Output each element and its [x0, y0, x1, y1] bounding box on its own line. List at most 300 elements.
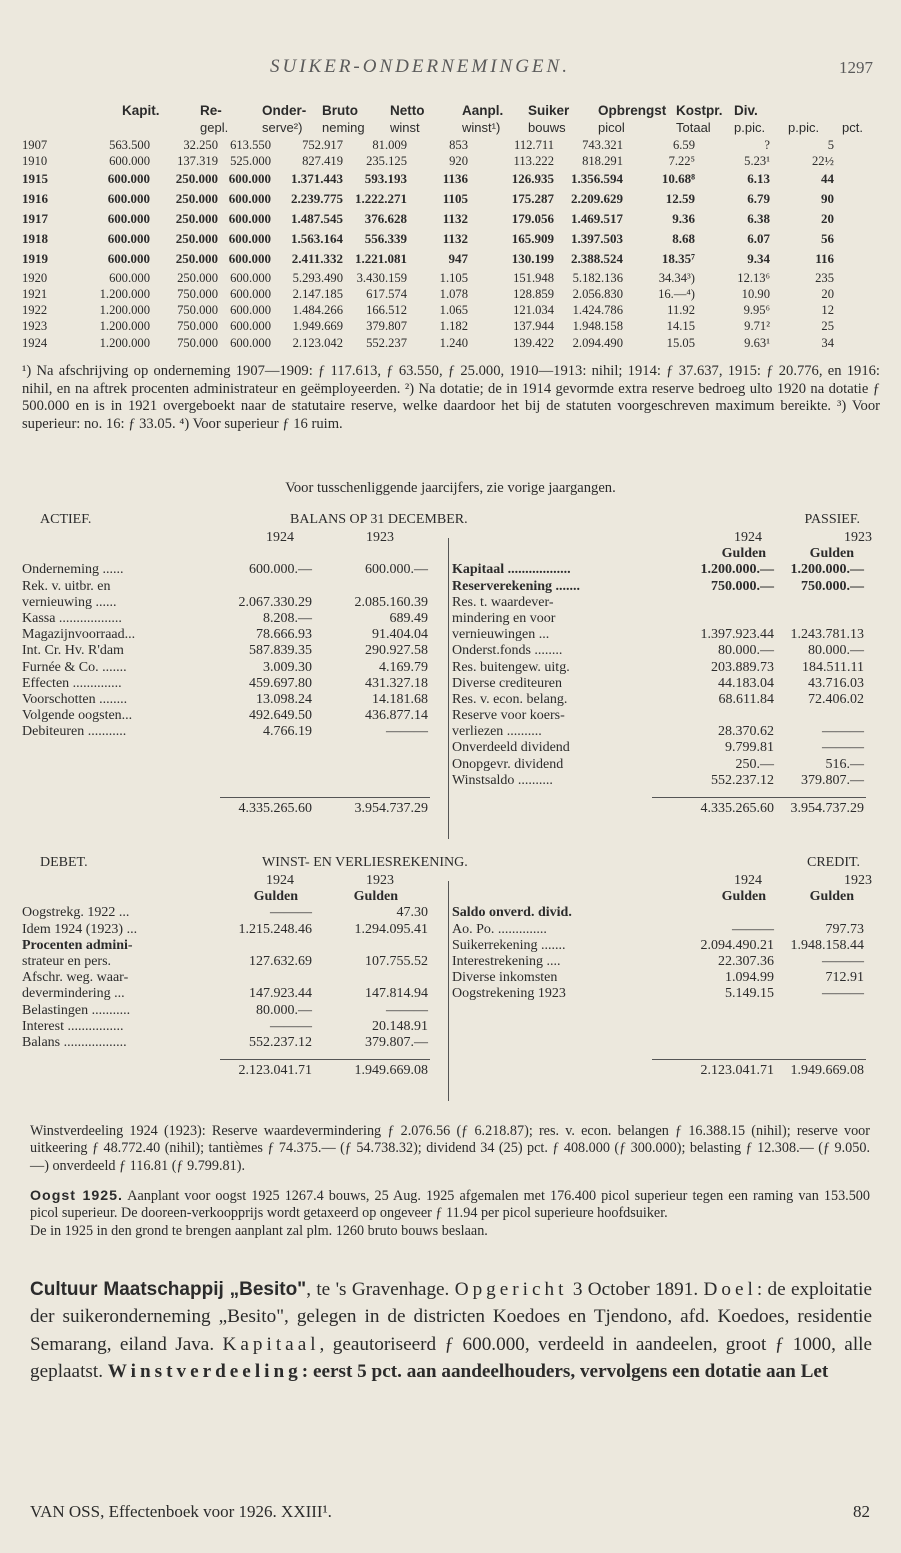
production-header-cell: Netto	[390, 103, 425, 118]
total-rule-right	[652, 797, 866, 798]
right-label: Diverse inkomsten	[452, 970, 558, 986]
left-value-1: 8.208.—	[263, 610, 312, 626]
production-cell-year: 1907	[22, 138, 48, 152]
account-row	[22, 970, 882, 986]
production-cell-onderneming: 600.000	[230, 335, 271, 350]
total-right-2: 1.949.669.08	[790, 1063, 864, 1079]
production-cell-netto: 376.628	[364, 210, 407, 226]
production-cell-kapit: 1.200.000	[99, 286, 150, 301]
production-header-cell: winst¹)	[462, 120, 501, 135]
unit-right-2: Gulden	[809, 889, 854, 905]
production-cell-onderneming: 600.000	[228, 250, 271, 266]
right-value-1: ———	[732, 921, 774, 937]
unit-right-2: Gulden	[809, 546, 854, 562]
harvest-label: Oogst 1925.	[30, 1188, 123, 1204]
right-label: Suikerrekening .......	[452, 937, 566, 953]
production-cell-bruto: 2.239.775	[291, 190, 343, 206]
account-row	[22, 954, 882, 970]
intermediate-note: Voor tusschenliggende jaarcijfers, zie vorige jaargangen.	[285, 480, 616, 496]
right-label: Ao. Po. ..............	[452, 921, 547, 937]
year-left-2: 1923	[366, 873, 394, 888]
production-cell-ppic: 18.35⁷	[661, 250, 695, 266]
account-title-row	[22, 512, 882, 530]
right-label: Res. buitengew. uitg.	[452, 659, 570, 675]
running-header	[0, 56, 901, 84]
production-cell-div: 235	[815, 270, 834, 285]
left-value-1: 80.000.—	[256, 1002, 312, 1018]
left-value-1: 1.215.248.46	[238, 921, 312, 937]
production-cell-aanpl: 1.078	[439, 286, 468, 301]
besito-text-5: : eerst 5 pct. aan aandeelhouders, vervolgens een dotatie aan Let	[301, 1361, 829, 1383]
left-value-2: 431.327.18	[365, 675, 428, 691]
production-cell-div: 5	[827, 138, 834, 152]
production-cell-netto: 81.009	[372, 138, 407, 152]
account-mid-title: WINST- EN VERLIESREKENING.	[262, 855, 468, 870]
production-cell-suiker: 113.222	[513, 154, 554, 169]
production-cell-ppic: 8.68	[672, 230, 695, 246]
production-cell-aanpl: 1132	[442, 210, 468, 226]
production-cell-kostpr: 10.90	[741, 286, 770, 301]
besito-entry	[30, 1276, 872, 1386]
account-mid-title: BALANS OP 31 DECEMBER.	[290, 512, 468, 527]
total-left-2: 3.954.737.29	[354, 801, 428, 817]
balance-sheet	[22, 512, 882, 817]
production-cell-ppic: 16.—⁴)	[658, 286, 695, 301]
production-cell-reserve: 250.000	[175, 210, 218, 226]
production-cell-totaal: 1.424.786	[572, 303, 623, 318]
production-header-cell: Aanpl.	[462, 103, 504, 118]
left-value-2: 4.169.79	[379, 659, 428, 675]
production-cell-bruto: 1.949.669	[292, 319, 343, 334]
production-header-row	[22, 103, 882, 120]
right-label: Interestrekening ....	[452, 953, 561, 969]
production-header-cell: Suiker	[528, 103, 570, 118]
left-label: Debiteuren ...........	[22, 724, 127, 740]
unit-right-1: Gulden	[721, 889, 766, 905]
account-title-row	[22, 855, 882, 873]
account-row	[22, 724, 882, 740]
left-value-2: 290.927.58	[365, 643, 428, 659]
total-right-1: 4.335.265.60	[700, 801, 774, 817]
production-row	[22, 271, 882, 287]
production-cell-bruto: 1.484.266	[292, 303, 343, 318]
right-value-2: 1.200.000.—	[790, 562, 864, 578]
production-cell-kostpr: 9.34	[747, 250, 770, 266]
right-label: Oogstrekening 1923	[452, 986, 566, 1002]
left-value-1: ———	[270, 905, 312, 921]
production-cell-suiker: 128.859	[513, 286, 554, 301]
production-cell-ppic: 34.34³)	[658, 270, 695, 285]
left-label: devermindering ...	[22, 986, 125, 1002]
total-left-1: 4.335.265.60	[238, 801, 312, 817]
production-header-cell: neming	[322, 120, 365, 135]
page-footer	[30, 1502, 870, 1522]
left-label: Interest ................	[22, 1018, 124, 1034]
left-label: Magazijnvoorraad...	[22, 627, 136, 643]
left-value-2: 14.181.68	[372, 691, 428, 707]
left-value-2: 600.000.—	[365, 562, 428, 578]
account-row	[22, 643, 882, 659]
production-cell-totaal: 1.948.158	[572, 319, 623, 334]
production-cell-kapit: 1.200.000	[99, 303, 150, 318]
production-cell-totaal: 2.209.629	[571, 190, 623, 206]
account-row	[22, 922, 882, 938]
production-header-cell: gepl.	[200, 120, 229, 135]
account-year-row	[22, 873, 882, 889]
right-label: Reserverekening .......	[452, 578, 581, 594]
production-cell-year: 1918	[22, 230, 48, 246]
right-label: vernieuwingen ...	[452, 627, 550, 643]
production-header-cell: Kostpr.	[676, 103, 723, 118]
production-cell-onderneming: 600.000	[228, 230, 271, 246]
production-cell-kapit: 600.000	[107, 170, 150, 186]
account-row	[22, 627, 882, 643]
production-cell-ppic: 9.36	[672, 210, 695, 226]
production-header-cell: winst	[390, 120, 420, 135]
right-label: Res. v. econ. belang.	[452, 691, 568, 707]
production-row	[22, 319, 882, 335]
production-cell-netto: 617.574	[366, 286, 407, 301]
right-value-2: 516.—	[825, 756, 864, 772]
production-cell-bruto: 2.147.185	[292, 286, 343, 301]
production-header-cell: Opbrengst	[598, 103, 667, 118]
left-value-2: 91.404.04	[372, 627, 428, 643]
left-value-2: 436.877.14	[365, 708, 428, 724]
production-cell-kostpr: 12.13⁶	[737, 270, 770, 285]
production-cell-kapit: 1.200.000	[99, 319, 150, 334]
production-cell-suiker: 112.711	[514, 138, 554, 152]
right-label: Res. t. waardever-	[452, 594, 554, 610]
account-row	[22, 595, 882, 611]
production-cell-aanpl: 920	[449, 154, 468, 169]
production-cell-netto: 1.221.081	[355, 250, 407, 266]
year-right-1: 1924	[734, 530, 762, 545]
production-cell-bruto: 2.411.332	[291, 250, 343, 266]
right-label: Winstsaldo ..........	[452, 772, 553, 788]
total-right-2: 3.954.737.29	[790, 801, 864, 817]
production-cell-netto: 552.237	[366, 335, 407, 350]
left-value-2: 2.085.160.39	[354, 594, 428, 610]
production-cell-suiker: 130.199	[511, 250, 554, 266]
production-row	[22, 191, 882, 211]
left-value-2: 379.807.—	[365, 1034, 428, 1050]
production-header-cell: bouws	[528, 120, 566, 135]
right-label: Onderst.fonds ........	[452, 643, 563, 659]
production-header-cell: Onder-	[262, 103, 307, 118]
production-cell-kostpr: 5.23¹	[744, 154, 770, 169]
production-cell-totaal: 1.469.517	[571, 210, 623, 226]
left-value-1: 587.839.35	[249, 643, 312, 659]
production-cell-reserve: 250.000	[175, 170, 218, 186]
right-value-1: 1.200.000.—	[700, 562, 774, 578]
production-cell-bruto: 827.419	[302, 154, 343, 169]
total-rule-left	[220, 797, 430, 798]
account-row	[22, 660, 882, 676]
production-cell-ppic: 12.59	[665, 190, 695, 206]
besito-text-3: : de exploitatie der suikeronderneming „Besito", gelegen in de districten Koedoes en Tjendono, afd. Koedoes, residentie Semarang, eiland Java.	[30, 1279, 872, 1355]
production-cell-div: 56	[821, 230, 834, 246]
account-row	[22, 986, 882, 1002]
right-label: Onverdeeld dividend	[452, 740, 570, 756]
left-label: vernieuwing ......	[22, 594, 117, 610]
left-value-1: 552.237.12	[249, 1034, 312, 1050]
besito-winstverdeeling: Winstverdeeling	[107, 1361, 302, 1383]
production-cell-kostpr: 6.79	[747, 190, 770, 206]
right-value-1: 80.000.—	[718, 643, 774, 659]
account-total-row	[22, 801, 882, 817]
right-value-1: 203.889.73	[711, 659, 774, 675]
production-cell-bruto: 1.371.443	[291, 170, 343, 186]
left-value-2: 1.294.095.41	[354, 921, 428, 937]
production-cell-aanpl: 1105	[442, 190, 468, 206]
left-value-2: ———	[386, 724, 428, 740]
account-row	[22, 740, 882, 756]
production-row	[22, 287, 882, 303]
production-cell-div: 25	[821, 319, 834, 334]
account-row	[22, 1003, 882, 1019]
left-value-1: 2.067.330.29	[238, 594, 312, 610]
left-label: Effecten ..............	[22, 675, 122, 691]
production-cell-aanpl: 853	[449, 138, 468, 152]
production-cell-ppic: 15.05	[666, 335, 695, 350]
total-right-1: 2.123.041.71	[700, 1063, 774, 1079]
right-value-2: 1.948.158.44	[790, 937, 864, 953]
left-label: Rek. v. uitbr. en	[22, 578, 111, 594]
production-cell-kapit: 600.000	[109, 154, 150, 169]
year-right-2: 1923	[844, 530, 872, 545]
footer-page-number: 82	[853, 1502, 870, 1521]
right-value-2: ———	[822, 740, 864, 756]
right-value-2: 750.000.—	[801, 578, 864, 594]
production-cell-kostpr: 6.13	[747, 170, 770, 186]
production-header-cell: Bruto	[322, 103, 358, 118]
left-label: Oogstrekg. 1922 ...	[22, 905, 130, 921]
production-cell-netto: 3.430.159	[356, 270, 407, 285]
left-value-1: 127.632.69	[249, 953, 312, 969]
production-cell-aanpl: 1.105	[439, 270, 468, 285]
right-label: Onopgevr. dividend	[452, 756, 564, 772]
production-cell-aanpl: 947	[448, 250, 468, 266]
account-row	[22, 1035, 882, 1051]
production-cell-reserve: 137.319	[177, 154, 218, 169]
year-left-2: 1923	[366, 530, 394, 545]
besito-kapitaal: Kapitaal	[222, 1333, 320, 1355]
account-row	[22, 692, 882, 708]
production-cell-suiker: 179.056	[511, 210, 554, 226]
production-cell-year: 1922	[22, 303, 48, 318]
production-cell-kapit: 600.000	[107, 250, 150, 266]
production-row	[22, 138, 882, 154]
production-cell-suiker: 165.909	[511, 230, 554, 246]
section-title: SUIKER-ONDERNEMINGEN.	[270, 56, 570, 77]
right-value-2: ———	[822, 724, 864, 740]
production-cell-ppic: 7.22⁵	[668, 154, 695, 169]
right-value-1: 552.237.12	[711, 772, 774, 788]
production-cell-onderneming: 600.000	[228, 190, 271, 206]
unit-left-1: Gulden	[253, 889, 298, 905]
left-label: Furnée & Co. .......	[22, 659, 127, 675]
production-cell-kostpr: 6.38	[747, 210, 770, 226]
left-value-1: 147.923.44	[249, 986, 312, 1002]
production-row	[22, 211, 882, 231]
production-cell-onderneming: 613.550	[230, 138, 271, 152]
production-cell-reserve: 750.000	[177, 303, 218, 318]
production-cell-kapit: 600.000	[107, 190, 150, 206]
production-cell-totaal: 5.182.136	[572, 270, 623, 285]
right-value-1: 22.307.36	[718, 953, 774, 969]
production-cell-onderneming: 525.000	[230, 154, 271, 169]
right-value-2: 43.716.03	[808, 675, 864, 691]
production-cell-year: 1923	[22, 319, 48, 334]
left-value-1: 459.697.80	[249, 675, 312, 691]
right-value-2: 72.406.02	[808, 691, 864, 707]
left-label: Afschr. weg. waar-	[22, 970, 129, 986]
right-value-1: 1.094.99	[725, 970, 774, 986]
production-row	[22, 171, 882, 191]
account-row	[22, 757, 882, 773]
right-label: Reserve voor koers-	[452, 708, 565, 724]
production-cell-ppic: 10.68⁸	[661, 170, 695, 186]
year-right-2: 1923	[844, 873, 872, 888]
right-value-2: 712.91	[825, 970, 864, 986]
production-cell-totaal: 1.356.594	[571, 170, 623, 186]
production-row	[22, 251, 882, 271]
production-cell-bruto: 752.917	[302, 138, 343, 152]
left-value-1: 600.000.—	[249, 562, 312, 578]
besito-text-4: , geautoriseerd ƒ 600.000, verdeeld in aandeelen, groot ƒ 1000, alle geplaatst.	[30, 1333, 873, 1383]
production-header-cell: serve²)	[262, 120, 303, 135]
production-cell-kostpr: 9.63¹	[744, 335, 770, 350]
footnotes: ¹) Na afschrijving op onderneming 1907—1909: ƒ 117.613, ƒ 63.550, ƒ 25.000, 1910—1913: nihil; 1914: ƒ 37.637, 1915: ƒ 20.776, en 1916: nihil, en na aftrek procenten administrateur en geëmployeerden. ²) Na dotatie; de in 1914 gevormde extra reserve bedroeg ulto 1920 na dotatie ƒ 500.000 en is in 1921 overgeboekt naar de statutaire reserve, welke daardoor het bij de statuten voorgeschreven maximum bereikte. ³) Voor superieur: no. 16: ƒ 33.05. ⁴) Voor superieur ƒ 16 ruim.	[22, 363, 880, 432]
production-cell-suiker: 139.422	[513, 335, 554, 350]
production-cell-totaal: 2.094.490	[572, 335, 623, 350]
right-value-2: 1.243.781.13	[790, 627, 864, 643]
right-value-1: 2.094.490.21	[700, 937, 774, 953]
left-value-1: 13.098.24	[256, 691, 312, 707]
production-row	[22, 154, 882, 170]
account-left-title: ACTIEF.	[40, 512, 92, 527]
production-cell-totaal: 818.291	[582, 154, 623, 169]
production-cell-suiker: 121.034	[513, 303, 554, 318]
production-cell-kapit: 1.200.000	[99, 335, 150, 350]
total-rule-left	[220, 1059, 430, 1060]
left-label: Int. Cr. Hv. R'dam	[22, 643, 124, 659]
production-cell-div: 12	[821, 303, 834, 318]
production-header-cell: p.pic.	[788, 120, 820, 135]
left-value-2: ———	[386, 1002, 428, 1018]
production-cell-totaal: 1.397.503	[571, 230, 623, 246]
production-cell-suiker: 175.287	[511, 190, 554, 206]
right-value-1: 1.397.923.44	[700, 627, 774, 643]
total-left-1: 2.123.041.71	[238, 1063, 312, 1079]
production-cell-div: 20	[821, 286, 834, 301]
production-cell-aanpl: 1.182	[439, 319, 468, 334]
left-value-2: 20.148.91	[372, 1018, 428, 1034]
left-label: Procenten admini-	[22, 937, 133, 953]
production-cell-reserve: 750.000	[177, 319, 218, 334]
production-cell-reserve: 750.000	[177, 286, 218, 301]
production-table	[22, 103, 882, 352]
left-label: strateur en pers.	[22, 953, 112, 969]
right-value-1: 68.611.84	[718, 691, 774, 707]
harvest-line2: De in 1925 in den grond te brengen aanplant zal plm. 1260 bruto bouws beslaan.	[30, 1222, 488, 1239]
production-cell-netto: 379.807	[366, 319, 407, 334]
production-cell-onderneming: 600.000	[228, 170, 271, 186]
page-number: 1297	[839, 58, 873, 77]
account-unit-row	[22, 546, 882, 562]
right-value-1: 5.149.15	[725, 986, 774, 1002]
production-header-row	[22, 120, 882, 138]
production-cell-ppic: 11.92	[667, 303, 695, 318]
production-cell-reserve: 750.000	[177, 335, 218, 350]
production-cell-netto: 166.512	[366, 303, 407, 318]
right-value-1: 250.—	[735, 756, 774, 772]
account-row	[22, 1019, 882, 1035]
production-header-cell: Div.	[734, 103, 758, 118]
production-cell-kostpr: ?	[764, 138, 770, 152]
company-name: Cultuur Maatschappij „Besito"	[30, 1279, 307, 1300]
account-row	[22, 611, 882, 627]
right-value-2: 797.73	[825, 921, 864, 937]
total-left-2: 1.949.669.08	[354, 1063, 428, 1079]
production-cell-div: 20	[821, 210, 834, 226]
right-value-2: 80.000.—	[808, 643, 864, 659]
account-row	[22, 676, 882, 692]
left-label: Voorschotten ........	[22, 691, 128, 707]
production-cell-kapit: 563.500	[109, 138, 150, 152]
production-cell-year: 1915	[22, 170, 48, 186]
production-cell-aanpl: 1136	[442, 170, 468, 186]
account-total-row	[22, 1063, 882, 1079]
right-value-1: 9.799.81	[725, 740, 774, 756]
left-label: Idem 1924 (1923) ...	[22, 921, 138, 937]
right-value-2: ———	[822, 953, 864, 969]
production-cell-reserve: 250.000	[175, 230, 218, 246]
production-row	[22, 336, 882, 352]
production-cell-kostpr: 9.95⁶	[743, 303, 770, 318]
right-value-2: 184.511.11	[802, 659, 864, 675]
production-cell-kostpr: 6.07	[747, 230, 770, 246]
production-cell-year: 1924	[22, 335, 48, 350]
year-left-1: 1924	[266, 873, 294, 888]
production-header-cell: p.pic.	[734, 120, 766, 135]
left-label: Balans ..................	[22, 1034, 127, 1050]
production-cell-onderneming: 600.000	[230, 319, 271, 334]
harvest-text: Aanplant voor oogst 1925 1267.4 bouws, 25 Aug. 1925 afgemalen met 176.400 picol superieur tegen een raming van 153.500 picol superieur. De dooreen-verkoopprijs wordt getaxeerd op ongeveer ƒ 11.94 per picol superieure hoofdsuiker.	[30, 1188, 870, 1222]
account-right-title: CREDIT.	[806, 855, 860, 870]
production-cell-bruto: 5.293.490	[292, 270, 343, 285]
production-header-cell: Kapit.	[122, 103, 160, 118]
account-row	[22, 905, 882, 921]
left-value-1: 4.766.19	[263, 724, 312, 740]
right-value-1: 44.183.04	[718, 675, 774, 691]
right-value-1: 28.370.62	[718, 724, 774, 740]
production-cell-onderneming: 600.000	[230, 303, 271, 318]
left-label: Kassa ..................	[22, 610, 122, 626]
production-cell-onderneming: 600.000	[230, 286, 271, 301]
account-unit-row	[22, 889, 882, 905]
production-header-cell: picol	[598, 120, 625, 135]
production-cell-netto: 593.193	[364, 170, 407, 186]
production-cell-reserve: 250.000	[175, 190, 218, 206]
production-cell-bruto: 1.487.545	[291, 210, 343, 226]
production-cell-netto: 235.125	[366, 154, 407, 169]
left-value-1: 3.009.30	[263, 659, 312, 675]
production-cell-reserve: 250.000	[177, 270, 218, 285]
production-cell-onderneming: 600.000	[228, 210, 271, 226]
production-cell-aanpl: 1132	[442, 230, 468, 246]
production-cell-suiker: 151.948	[513, 270, 554, 285]
